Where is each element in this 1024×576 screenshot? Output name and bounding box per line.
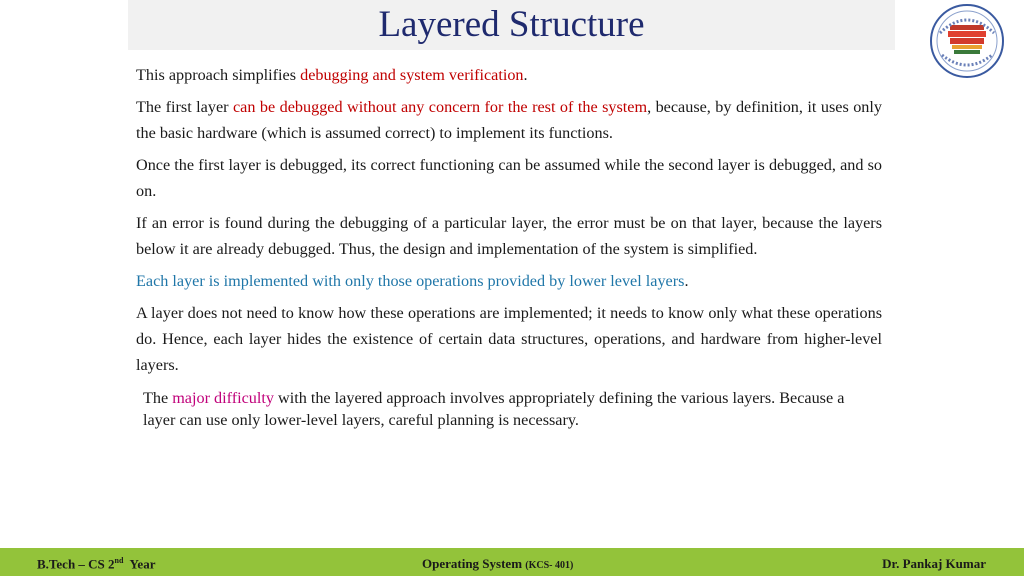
footer-subject: Operating System (KCS- 401): [422, 556, 574, 571]
paragraph-first-layer: The first layer can be debugged without any concern for the rest of the system, because, by definition, it uses only the basic hardware (which is assumed correct) to implement its functions.: [136, 98, 882, 142]
highlight-major-difficulty: major difficulty: [172, 389, 274, 407]
paragraph-layer-hides: A layer does not need to know how these operations are implemented; it needs to know only what these operations do. Hence, each layer hides the existence of certain data structures, operations, and hardware from higher-level layers.: [136, 304, 882, 374]
footer-author: Dr. Pankaj Kumar: [882, 556, 986, 571]
footer-bar: [0, 548, 1024, 576]
paragraph-error-found: If an error is found during the debugging of a particular layer, the error must be on that layer, because the layers below it are already debugged. Thus, the design and implementation of the system is simplified.: [136, 214, 882, 258]
paragraph-simplifies: This approach simplifies debugging and system verification.: [136, 66, 528, 84]
paragraph-major-difficulty: The major difficulty with the layered approach involves appropriately defining the various layers. Because a layer can use only lower-level layers, careful planning is necessary.: [143, 389, 845, 429]
paragraph-each-layer: Each layer is implemented with only those operations provided by lower level layers.: [136, 272, 689, 290]
slide-content: [136, 62, 882, 437]
paragraph-once-debugged: Once the first layer is debugged, its correct functioning can be assumed while the second layer is debugged, and so on.: [136, 156, 882, 200]
highlight-debugged-without-concern: can be debugged without any concern for the rest of the system: [232, 98, 648, 116]
footer-course: B.Tech – CS 2nd Year: [37, 556, 156, 572]
institution-seal-logo: [928, 3, 1006, 79]
highlight-debugging: debugging and system verification: [300, 66, 524, 84]
highlight-lower-level-operations: Each layer is implemented with only those operations provided by lower level layers: [136, 272, 685, 290]
slide-title: Layered Structure: [378, 4, 645, 45]
